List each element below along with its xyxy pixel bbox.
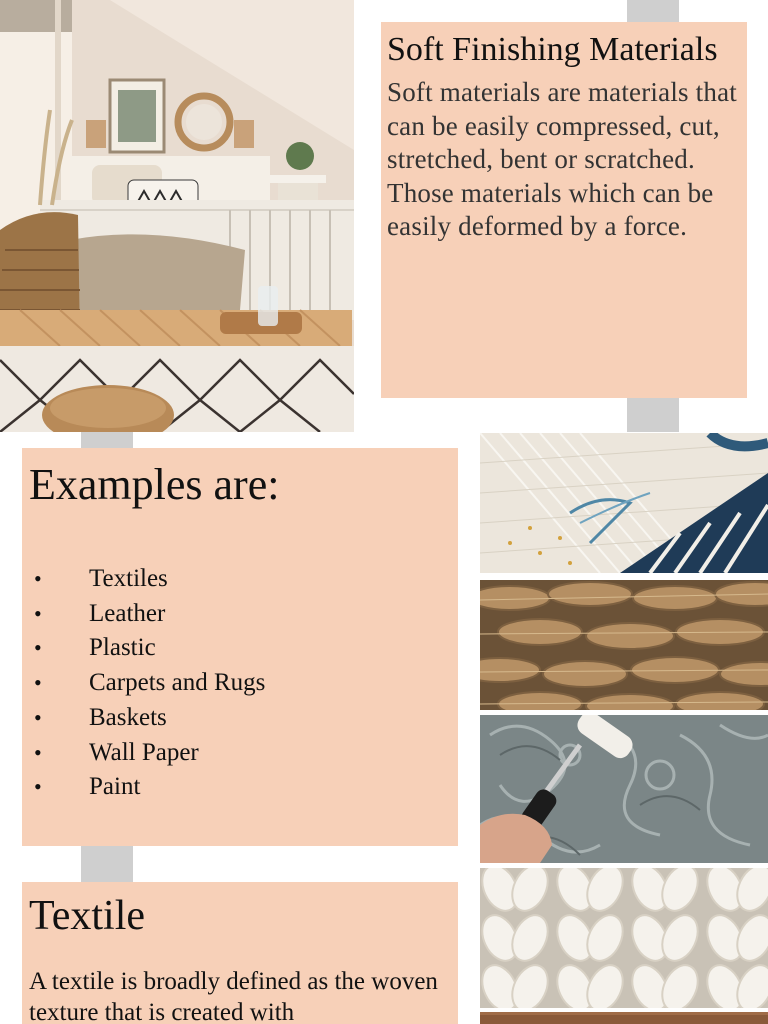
intro-paragraph-definition: Soft materials are materials that can be easily compressed, cut, stretched, bent or scratched. bbox=[387, 77, 737, 174]
examples-heading: Examples are: bbox=[29, 460, 280, 509]
list-item: • Carpets and Rugs bbox=[29, 666, 451, 701]
woven-textile-photo bbox=[480, 433, 768, 573]
examples-list bbox=[29, 562, 451, 805]
list-item: • Leather bbox=[29, 597, 451, 632]
chunky-knit-photo bbox=[480, 868, 768, 1008]
bedroom-photo bbox=[0, 0, 354, 432]
list-item: • Plastic bbox=[29, 631, 451, 666]
intro-paragraph-deformation: Those materials which can be easily deformed by a force. bbox=[387, 177, 714, 241]
examples-panel bbox=[22, 448, 458, 846]
list-item: • Paint bbox=[29, 770, 451, 805]
textile-heading: Textile bbox=[29, 893, 146, 939]
textile-panel bbox=[22, 882, 458, 1024]
wallpaper-paint-roller-photo bbox=[480, 715, 768, 863]
list-item: • Textiles bbox=[29, 562, 451, 597]
leather-strip-photo bbox=[480, 1012, 768, 1024]
jute-weave-photo bbox=[480, 580, 768, 710]
textile-description: A textile is broadly defined as the woven texture that is created with bbox=[29, 968, 438, 1024]
list-item: • Wall Paper bbox=[29, 736, 451, 771]
list-item: • Baskets bbox=[29, 701, 451, 736]
page-title: Soft Finishing Materials bbox=[387, 31, 718, 68]
intro-panel bbox=[381, 22, 747, 398]
